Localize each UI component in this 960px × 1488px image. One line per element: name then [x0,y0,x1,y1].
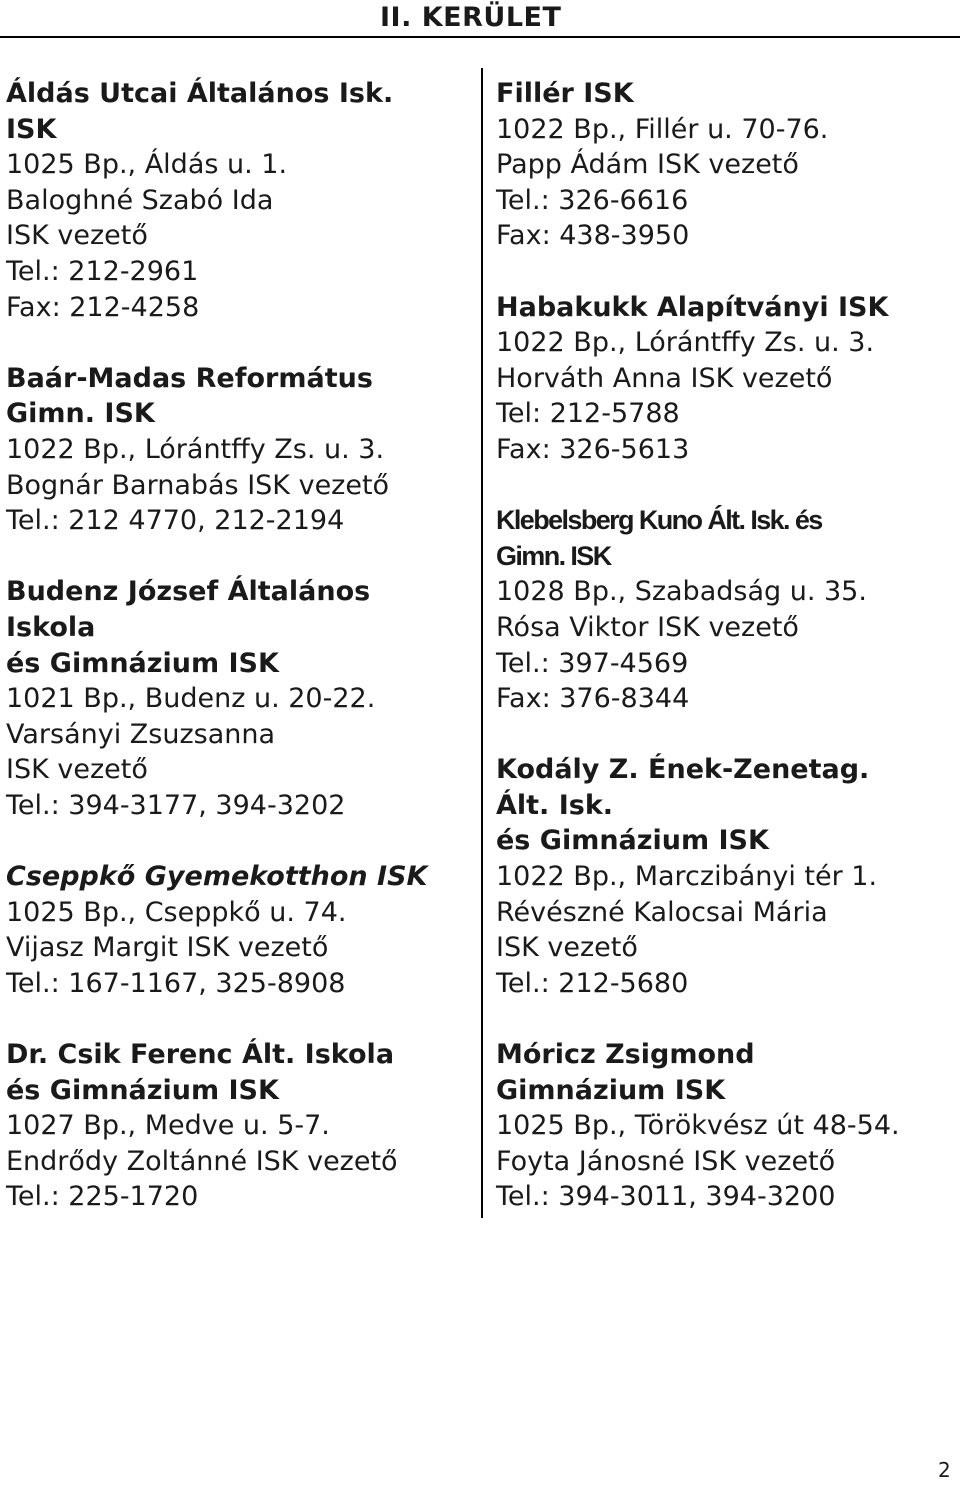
school-detail: 1022 Bp., Lórántffy Zs. u. 3. [496,327,875,359]
school-detail: ISK vezető [6,220,148,252]
school-detail: 1027 Bp., Medve u. 5-7. [6,1110,330,1142]
school-detail: Fax: 326-5613 [496,433,690,465]
school-name: Gimn. ISK [496,540,611,571]
school-entry [6,76,474,325]
left-column [6,76,474,1251]
school-detail: 1022 Bp., Fillér u. 70-76. [496,113,829,145]
school-entry [6,574,474,823]
school-detail: Tel: 212-5788 [496,398,680,430]
school-name: Gimn. ISK [6,398,155,430]
school-name: Cseppkő Gyemekotthon ISK [6,861,428,893]
school-name: Dr. Csik Ferenc Ált. Iskola [6,1039,395,1071]
school-entry [496,1037,956,1215]
school-entry [496,503,956,717]
page-number: 2 [938,1458,951,1482]
school-detail: Foyta Jánosné ISK vezető [496,1145,836,1177]
school-detail: Tel.: 212-2961 [6,255,199,287]
school-detail: Fax: 376-8344 [496,683,690,715]
school-entry [496,76,956,254]
school-detail: Endrődy Zoltánné ISK vezető [6,1145,398,1177]
school-detail: Tel.: 394-3177, 394-3202 [6,789,346,821]
school-detail: 1025 Bp., Cseppkő u. 74. [6,896,347,928]
school-detail: Bognár Barnabás ISK vezető [6,469,390,501]
school-detail: Rósa Viktor ISK vezető [496,611,799,643]
school-name: és Gimnázium ISK [496,825,769,857]
school-name: Budenz József Általános [6,576,371,608]
school-name: Iskola [6,611,96,643]
school-name: Habakukk Alapítványi ISK [496,291,889,323]
school-detail: 1022 Bp., Lórántffy Zs. u. 3. [6,433,385,465]
school-detail: Tel.: 394-3011, 394-3200 [496,1181,836,1213]
school-name: Kodály Z. Ének-Zenetag. [496,754,870,786]
school-detail: Tel.: 326-6616 [496,184,689,216]
school-detail: 1028 Bp., Szabadság u. 35. [496,576,867,608]
school-detail: Tel.: 212-5680 [496,967,689,999]
page-header [0,0,960,38]
school-detail: 1025 Bp., Áldás u. 1. [6,149,288,181]
school-name: és Gimnázium ISK [6,647,279,679]
school-detail: 1025 Bp., Törökvész út 48-54. [496,1110,900,1142]
school-detail: Horváth Anna ISK vezető [496,362,833,394]
school-name: Gimnázium ISK [496,1074,726,1106]
school-detail: Fax: 212-4258 [6,291,200,323]
school-entry [496,752,956,1001]
school-detail: Tel.: 212 4770, 212-2194 [6,505,345,537]
page-title: II. KERÜLET [380,2,562,33]
school-detail: Papp Ádám ISK vezető [496,149,799,181]
school-name: Móricz Zsigmond [496,1039,755,1071]
column-divider [481,68,483,1218]
school-name: Baár-Madas Református [6,362,373,394]
school-name: Fillér ISK [496,78,634,109]
school-detail: 1021 Bp., Budenz u. 20-22. [6,683,376,715]
school-name: Klebelsberg Kuno Ált. Isk. és [496,505,822,536]
school-detail: Baloghné Szabó Ida [6,184,274,216]
school-detail: Révészné Kalocsai Mária [496,896,828,928]
school-detail: ISK vezető [496,932,638,964]
school-detail: Varsányi Zsuzsanna [6,718,276,750]
school-name: ISK [6,113,57,145]
school-detail: Vijasz Margit ISK vezető [6,932,329,964]
school-name: Áldás Utcai Általános Isk. [6,78,394,109]
right-column [496,76,956,1251]
school-detail: Fax: 438-3950 [496,220,690,252]
school-detail: Tel.: 397-4569 [496,647,689,679]
school-detail: Tel.: 225-1720 [6,1181,199,1213]
school-detail: Tel.: 167-1167, 325-8908 [6,967,346,999]
school-entry [6,361,474,539]
school-name: és Gimnázium ISK [6,1074,279,1106]
school-name: Ált. Isk. [496,789,614,821]
school-entry [6,1037,474,1215]
school-entry [6,859,474,1001]
school-entry [496,290,956,468]
school-detail: ISK vezető [6,754,148,786]
school-detail: 1022 Bp., Marczibányi tér 1. [496,861,878,893]
